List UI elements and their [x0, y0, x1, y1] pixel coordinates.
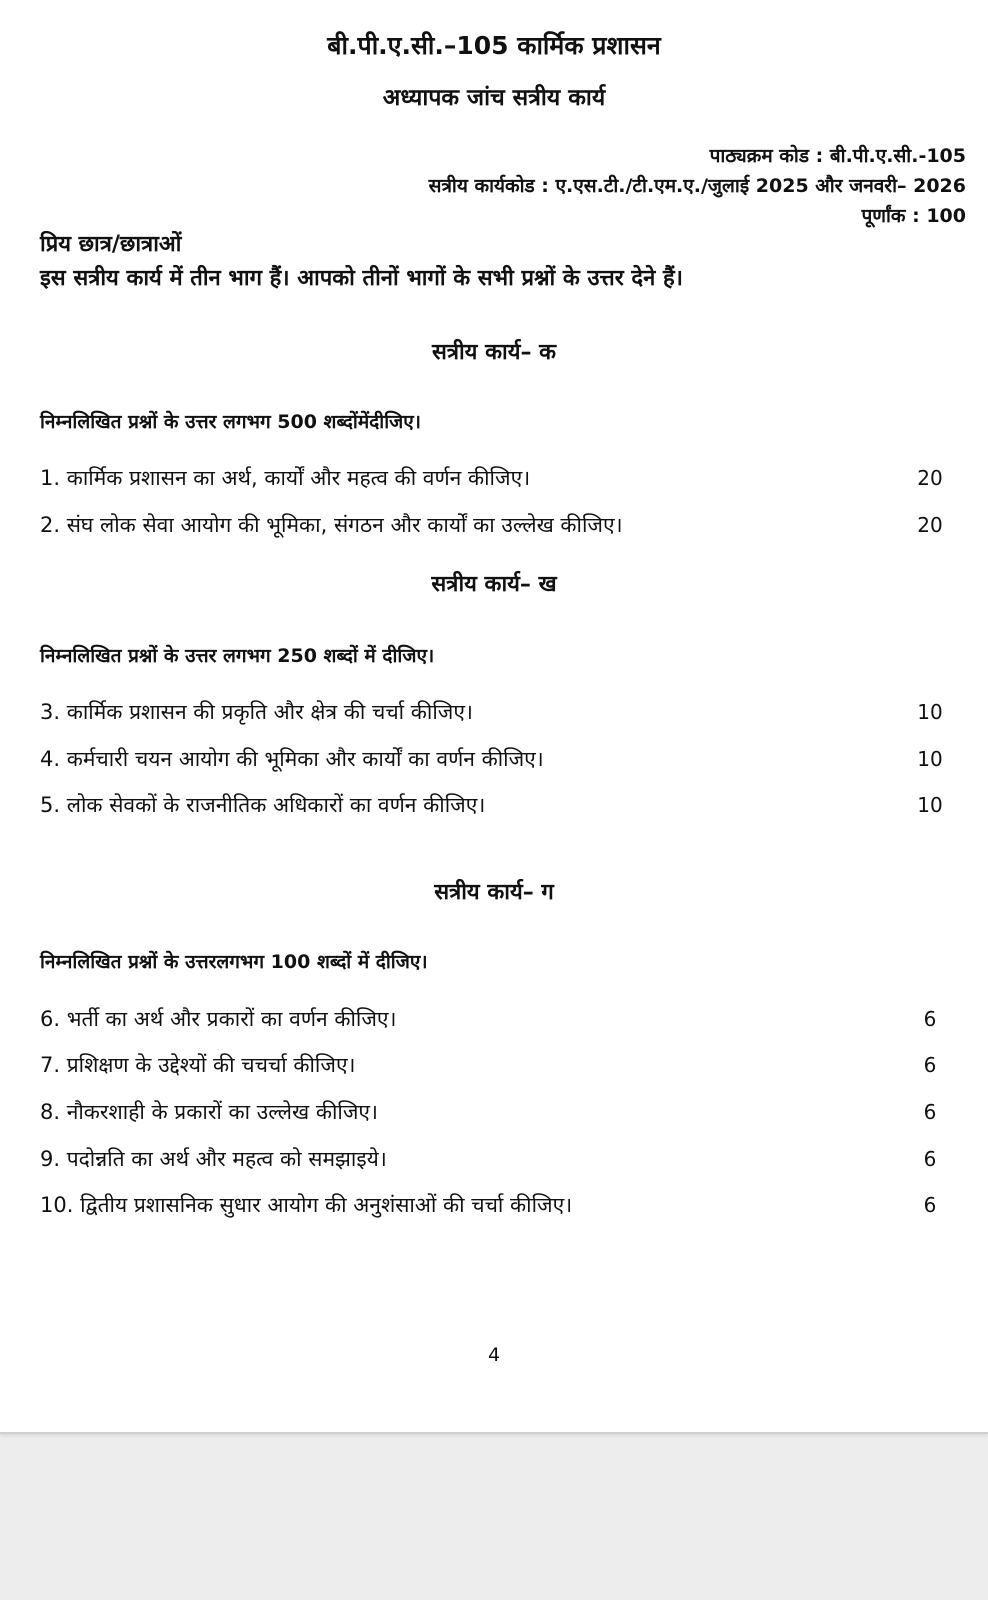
question-item: 9. पदोन्नति का अर्थ और महत्व को समझाइये। [40, 1147, 387, 1171]
section-instruction-a: निम्नलिखित प्रश्नों के उत्तर लगभग 500 शब्दोंमेंदीजिए। [40, 411, 421, 433]
intro-text: इस सत्रीय कार्य में तीन भाग हैं। आपको तीनों भागों के सभी प्रश्नों के उत्तर देने हैं। [40, 266, 683, 291]
question-item: 10. द्वितीय प्रशासनिक सुधार आयोग की अनुशंसाओं की चर्चा कीजिए। [40, 1193, 573, 1217]
question-marks: 6 [923, 1100, 937, 1124]
question-item: 1. कार्मिक प्रशासन का अर्थ, कार्यों और महत्व की वर्णन कीजिए। [40, 466, 531, 490]
max-marks: पूर्णांक : 100 [861, 205, 966, 227]
section-heading-c: सत्रीय कार्य– ग [434, 880, 554, 905]
question-item: 2. संघ लोक सेवा आयोग की भूमिका, संगठन और कार्यों का उल्लेख कीजिए। [40, 513, 623, 537]
question-item: 7. प्रशिक्षण के उद्देश्यों की चचर्चा कीजिए। [40, 1053, 356, 1077]
page-number: 4 [487, 1344, 501, 1366]
question-marks: 6 [923, 1193, 937, 1217]
question-marks: 6 [923, 1147, 937, 1171]
question-item: 5. लोक सेवकों के राजनीतिक अधिकारों का वर्णन कीजिए। [40, 793, 486, 817]
course-code: पाठ्यक्रम कोड : बी.पी.ए.सी.-105 [709, 145, 966, 167]
section-heading-b: सत्रीय कार्य– ख [431, 572, 557, 597]
section-instruction-c: निम्नलिखित प्रश्नों के उत्तरलगभग 100 शब्दों में दीजिए। [40, 951, 428, 973]
question-marks: 20 [917, 513, 943, 537]
question-marks: 10 [917, 747, 943, 771]
section-heading-a: सत्रीय कार्य– क [431, 340, 557, 365]
question-marks: 10 [917, 793, 943, 817]
document-subtitle: अध्यापक जांच सत्रीय कार्य [382, 85, 606, 111]
question-item: 6. भर्ती का अर्थ और प्रकारों का वर्णन कीजिए। [40, 1007, 397, 1031]
question-marks: 6 [923, 1007, 937, 1031]
question-item: 8. नौकरशाही के प्रकारों का उल्लेख कीजिए। [40, 1100, 379, 1124]
document-title: बी.पी.ए.सी.–105 कार्मिक प्रशासन [327, 31, 661, 60]
question-marks: 6 [923, 1053, 937, 1077]
greeting: प्रिय छात्र/छात्राओं [40, 232, 182, 257]
question-item: 4. कर्मचारी चयन आयोग की भूमिका और कार्यों का वर्णन कीजिए। [40, 747, 544, 771]
question-marks: 20 [917, 466, 943, 490]
section-instruction-b: निम्नलिखित प्रश्नों के उत्तर लगभग 250 शब्दों में दीजिए। [40, 645, 435, 667]
question-item: 3. कार्मिक प्रशासन की प्रकृति और क्षेत्र की चर्चा कीजिए। [40, 700, 473, 724]
assignment-code: सत्रीय कार्यकोड : ए.एस.टी./टी.एम.ए./जुलाई 2025 और जनवरी– 2026 [428, 175, 966, 197]
question-marks: 10 [917, 700, 943, 724]
